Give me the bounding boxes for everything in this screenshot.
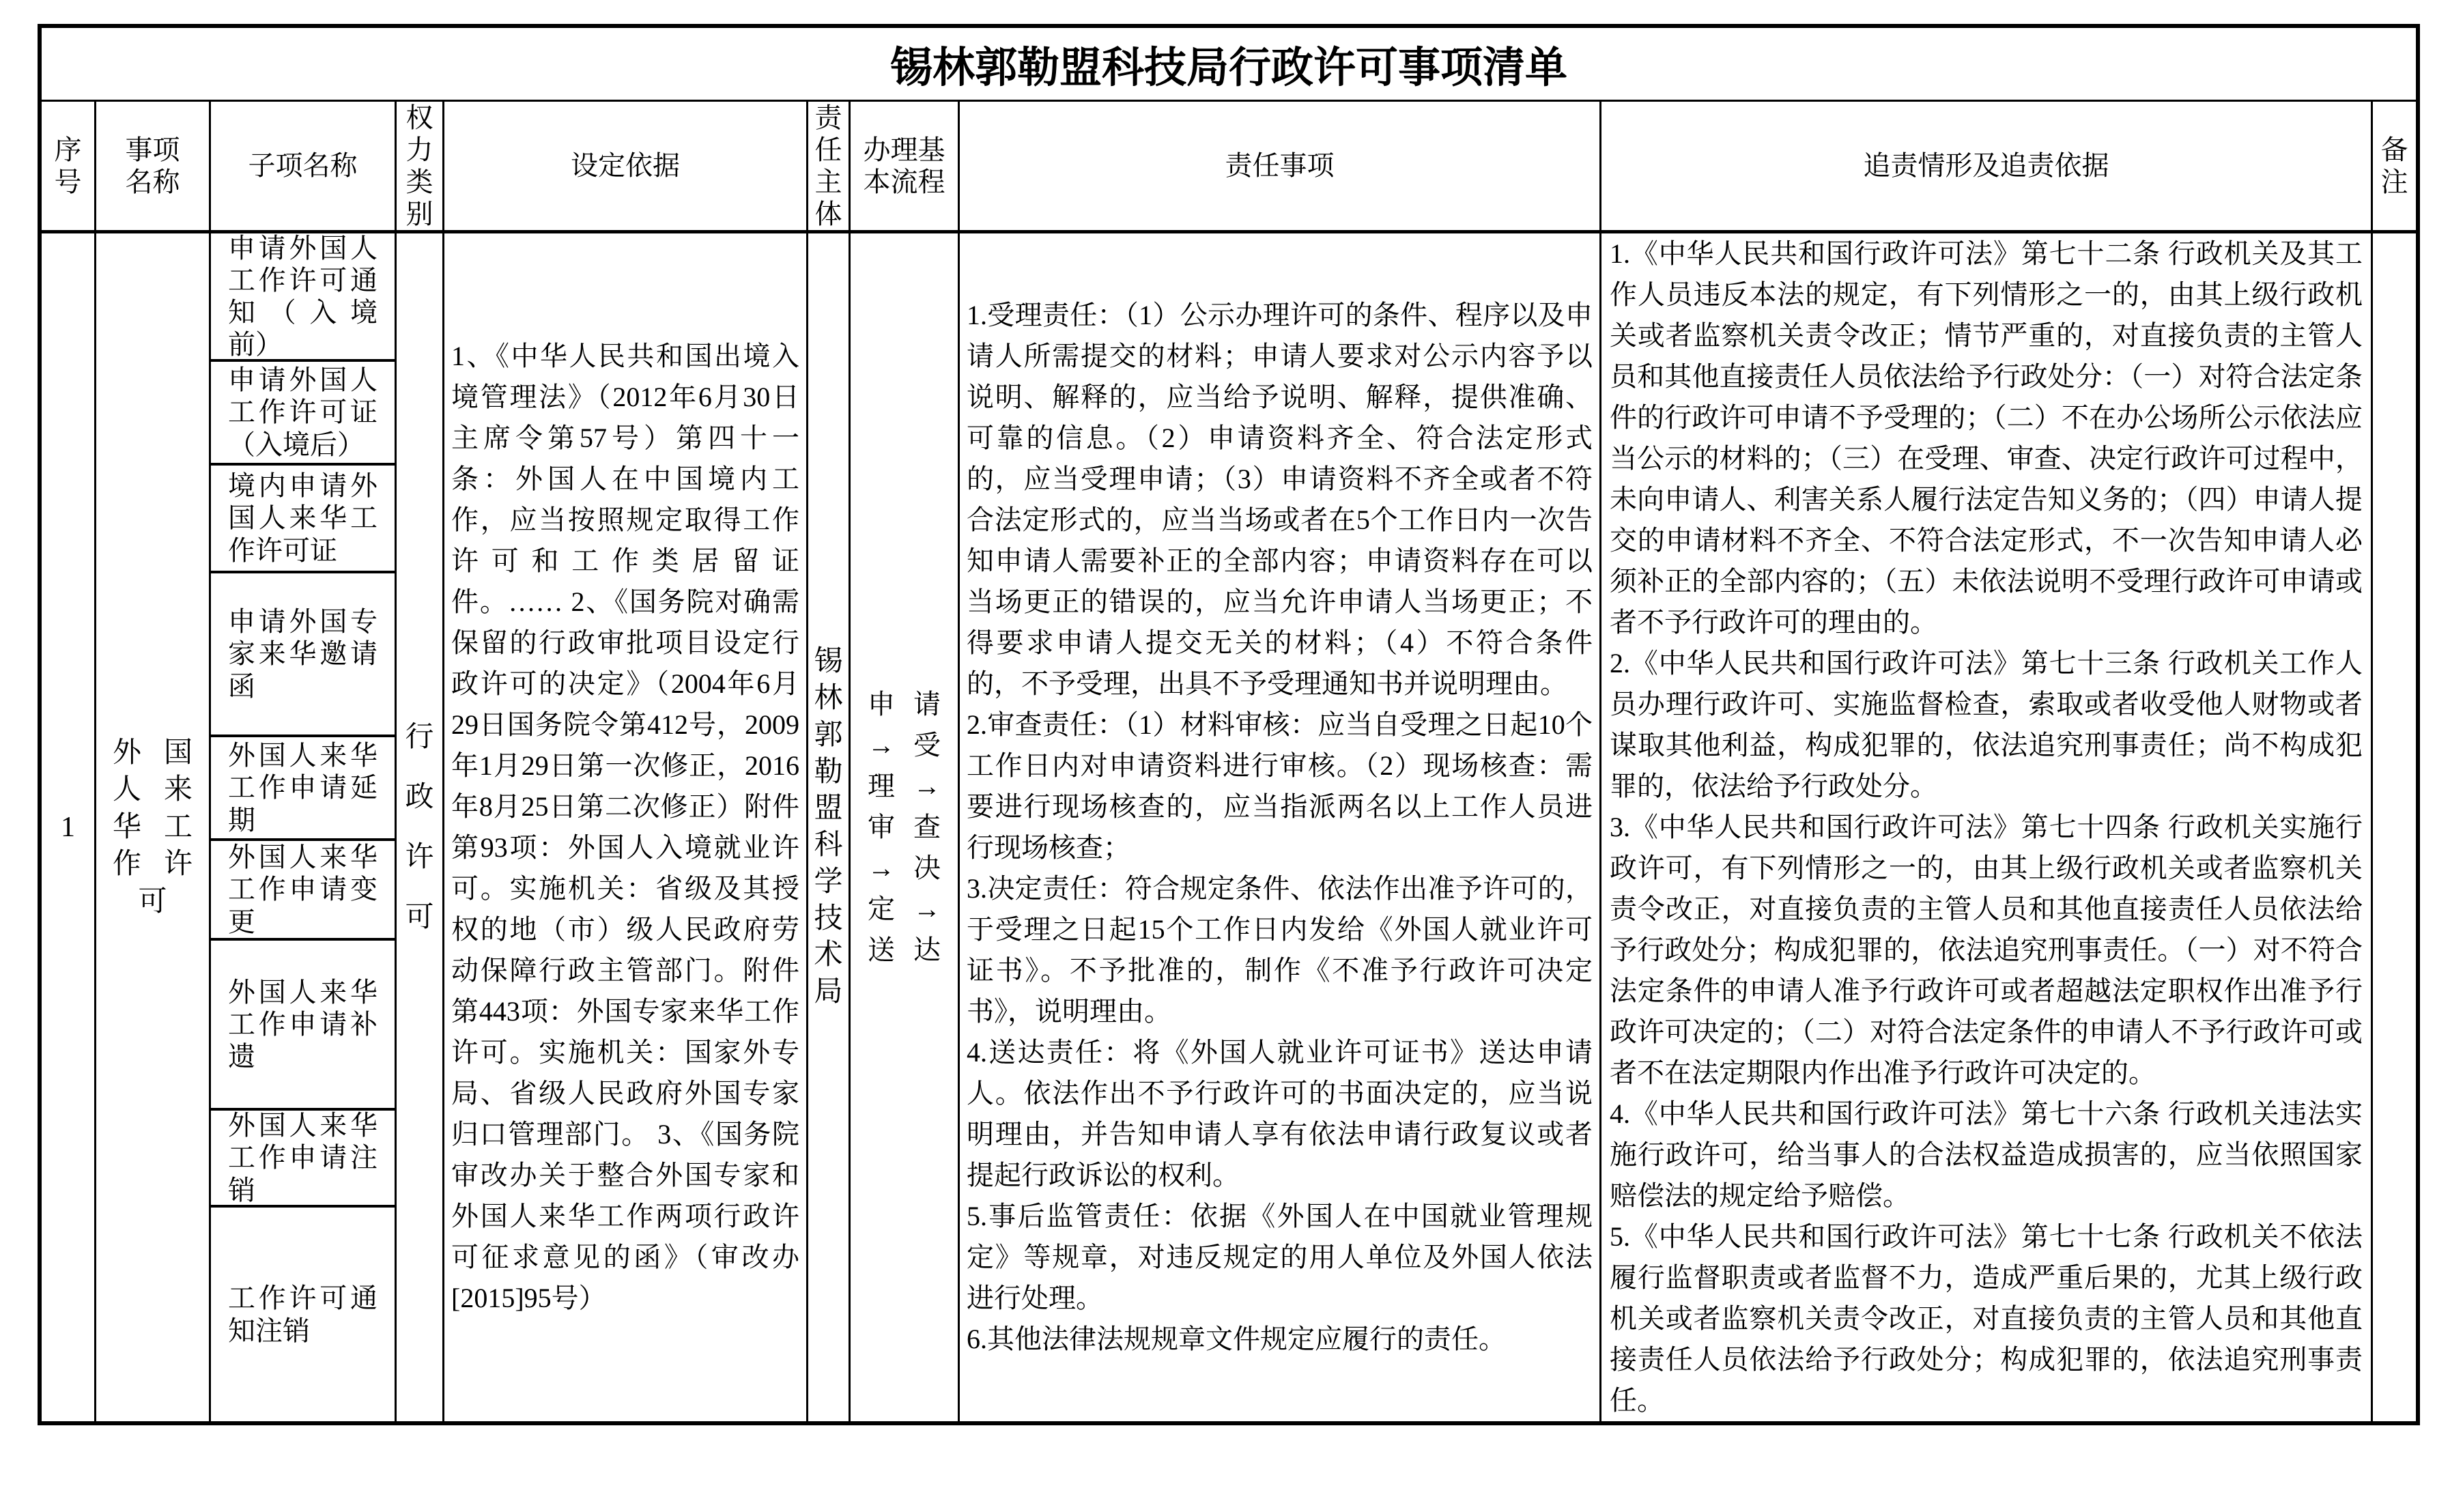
subitem-row <box>211 737 395 841</box>
item-name: 外国人来华工作许可 <box>113 737 193 917</box>
table-title: 锡林郭勒盟科技局行政许可事项清单 <box>42 28 2416 102</box>
header-row <box>42 102 2416 233</box>
process-flow: 申请→受理→审查→决定→送达 <box>868 689 941 965</box>
subitem-label: 申请外国人工作许可证（入境后） <box>228 365 378 460</box>
accountability-item-5: 5.《中华人民共和国行政许可法》第七十七条 行政机关不依法履行监督职责或者监督不力，造成严重后果的，尤其上级行政机关或者监察机关责令改正，对直接负责的主管人员和其他直接责任人员依法给予行政处分；构成犯罪的，依法追究刑事责任。 <box>1610 1221 2363 1416</box>
col-header-seq: 序号 <box>42 102 96 230</box>
subitem-row <box>211 466 395 573</box>
subitem-label: 工作许可通知注销 <box>228 1283 378 1346</box>
cell-remark <box>2373 233 2416 1421</box>
duty-item-6: 6.其他法律法规规章文件规定应履行的责任。 <box>967 1324 1506 1354</box>
cell-process-flow <box>851 233 960 1421</box>
subitem-row <box>211 941 395 1111</box>
subitem-label: 外国人来华工作申请补遗 <box>228 976 378 1072</box>
col-header-subitem-name: 子项名称 <box>211 102 397 230</box>
responsible-entity: 锡林郭勒盟科学技术局 <box>814 646 843 1008</box>
duty-item-3: 3.决定责任：符合规定条件、依法作出准予许可的，于受理之日起15个工作日内发给《外国人就业许可证书》。不予批准的，制作《不准予行政许可决定书》，说明理由。 <box>967 873 1593 1027</box>
accountability-item-4: 4.《中华人民共和国行政许可法》第七十六条 行政机关违法实施行政许可，给当事人的合法权益造成损害的，应当依照国家赔偿法的规定给予赔偿。 <box>1610 1098 2363 1211</box>
duty-item-5: 5.事后监管责任：依据《外国人在中国就业管理规定》等规章，对违反规定的用人单位及外国人依法进行处理。 <box>967 1201 1593 1313</box>
col-header-power-type: 权力类别 <box>397 102 444 230</box>
cell-seq-number <box>42 233 96 1421</box>
accountability-item-3: 3.《中华人民共和国行政许可法》第七十四条 行政机关实施行政许可，有下列情形之一的，由其上级行政机关或者监察机关责令改正，对直接负责的主管人员和其他直接责任人员依法给予行政处分；构成犯罪的，依法追究刑事责任。（一）对不符合法定条件的申请人准予行政许可或者超越法定职权作出准予行政许可决定的；（二）对符合法定条件的申请人不予行政许可或者不在法定期限内作出准予行政许可决定的。 <box>1610 812 2363 1088</box>
col-header-legal-basis: 设定依据 <box>444 102 808 230</box>
cell-legal-basis <box>444 233 808 1421</box>
col-header-process-flow: 办理基本流程 <box>851 102 960 230</box>
subitem-label: 外国人来华工作申请变更 <box>228 842 378 937</box>
data-row <box>42 233 2416 1421</box>
subitem-row <box>211 573 395 737</box>
subitem-row <box>211 1111 395 1208</box>
cell-item-name <box>96 233 211 1421</box>
subitem-row <box>211 1208 395 1421</box>
subitem-row <box>211 362 395 466</box>
seq-number: 1 <box>61 812 75 843</box>
col-header-duty-items: 责任事项 <box>960 102 1601 230</box>
col-header-accountability: 追责情形及追责依据 <box>1601 102 2373 230</box>
cell-power-type <box>397 233 444 1421</box>
col-header-item-name: 事项名称 <box>96 102 211 230</box>
subitem-label: 申请外国专家来华邀请函 <box>228 606 378 702</box>
power-type: 行政许可 <box>405 721 434 934</box>
subitem-label: 外国人来华工作申请延期 <box>228 740 378 836</box>
duty-item-4: 4.送达责任：将《外国人就业许可证书》送达申请人。依法作出不予行政许可的书面决定的，应当说明理由，并告知申请人享有依法申请行政复议或者提起行政诉讼的权利。 <box>967 1037 1593 1190</box>
cell-duty-items <box>960 233 1601 1421</box>
cell-subitems <box>211 233 397 1421</box>
subitem-label: 境内申请外国人来华工作许可证 <box>228 470 378 566</box>
subitem-row <box>211 233 395 362</box>
duty-item-2: 2.审查责任：（1）材料审核：应当自受理之日起10个工作日内对申请资料进行审核。（2）现场核查：需要进行现场核查的，应当指派两名以上工作人员进行现场核查； <box>967 709 1593 863</box>
accountability-item-2: 2.《中华人民共和国行政许可法》第七十三条 行政机关工作人员办理行政许可、实施监督检查，索取或者收受他人财物或者谋取其他利益，构成犯罪的，依法追究刑事责任；尚不构成犯罪的，依法给予行政处分。 <box>1610 648 2363 801</box>
subitem-label: 外国人来华工作申请注销 <box>228 1110 378 1206</box>
subitem-label: 申请外国人工作许可通知（入境前） <box>228 233 378 360</box>
duty-item-1: 1.受理责任：（1）公示办理许可的条件、程序以及申请人所需提交的材料；申请人要求对公示内容予以说明、解释的，应当给予说明、解释，提供准确、可靠的信息。（2）申请资料齐全、符合法定形式的，应当受理申请；（3）申请资料不齐全或者不符合法定形式的，应当当场或者在5个工作日内一次告知申请人需要补正的全部内容；申请资料存在可以当场更正的错误的，应当允许申请人当场更正；不得要求申请人提交无关的材料；（4）不符合条件的，不予受理，出具不予受理通知书并说明理由。 <box>967 300 1593 699</box>
cell-responsible-entity <box>808 233 851 1421</box>
cell-accountability <box>1601 233 2373 1421</box>
accountability-item-1: 1.《中华人民共和国行政许可法》第七十二条 行政机关及其工作人员违反本法的规定，有下列情形之一的，由其上级行政机关或者监察机关责令改正；情节严重的，对直接负责的主管人员和其他直接责任人员依法给予行政处分：（一）对符合法定条件的行政许可申请不予受理的；（二）不在办公场所公示依法应当公示的材料的；（三）在受理、审查、决定行政许可过程中，未向申请人、利害关系人履行法定告知义务的；（四）申请人提交的申请材料不齐全、不符合法定形式，不一次告知申请人必须补正的全部内容的；（五）未依法说明不受理行政许可申请或者不予行政许可的理由的。 <box>1610 238 2363 638</box>
col-header-remark: 备注 <box>2380 134 2408 197</box>
licensing-items-table <box>38 24 2420 1425</box>
legal-basis-text: 1、《中华人民共和国出境入境管理法》（2012年6月30日主席令第57号）第四十一条：外国人在中国境内工作，应当按照规定取得工作许可和工作类居留证件。…… 2、《国务院对确需保留的行政审批项目设定行政许可的决定》（2004年6月29日国务院令第412号，2009年1月29日第一次修正，2016年8月25日第二次修正）附件第93项：外国人入境就业许可。实施机关：省级及其授权的地（市）级人民政府劳动保障行政主管部门。附件第443项：外国专家来华工作许可。实施机关：国家外专局、省级人民政府外国专家归口管理部门。 3、《国务院审改办关于整合外国专家和外国人来华工作两项行政许可征求意见的函》（审改办[2015]95号） <box>451 341 799 1313</box>
subitem-row <box>211 841 395 941</box>
col-header-responsible-entity: 责任主体 <box>808 102 851 230</box>
